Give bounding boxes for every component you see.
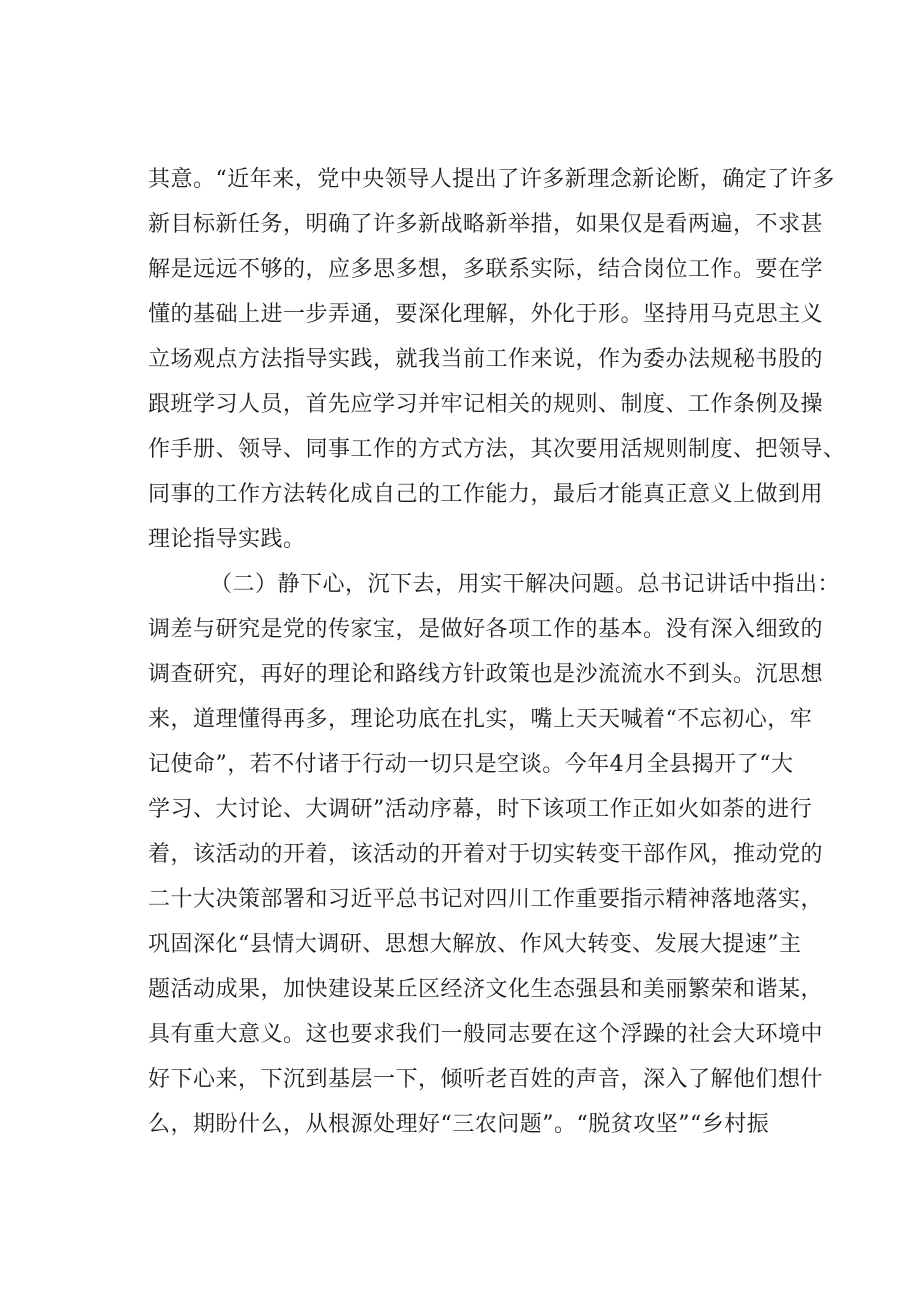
text-line: 懂的基础上进一步弄通，要深化理解，外化于形。坚持用马克思主义 (148, 302, 824, 327)
text-line: 好下心来，下沉到基层一下，倾听老百姓的声音，深入了解他们想什 (148, 1067, 824, 1092)
text-line: 其意。“近年来，党中央领导人提出了许多新理念新论断，确定了许多 (148, 167, 835, 192)
text-line: 来，道理懂得再多，理论功底在扎实，嘴上天天喊着“不忘初心，牢 (148, 707, 813, 732)
text-line: 调差与研究是党的传家宝，是做好各项工作的基本。没有深入细致的 (148, 617, 824, 642)
section-heading-line: （二）静下心，沉下去，用实干解决问题。总书记讲话中指出： (210, 572, 841, 597)
text-line: 立场观点方法指导实践，就我当前工作来说，作为委办法规秘书股的 (148, 347, 824, 372)
text-line: 新目标新任务，明确了许多新战略新举措，如果仅是看两遍，不求甚 (148, 212, 824, 237)
text-line: 二十大决策部署和习近平总书记对四川工作重要指示精神落地落实， (148, 887, 824, 912)
text-line: 么，期盼什么，从根源处理好“三农问题”。“脱贫攻坚”“乡村振 (148, 1112, 770, 1137)
text-line: 着，该活动的开着，该活动的开着对于切实转变干部作风，推动党的 (148, 842, 824, 867)
text-line: 具有重大意义。这也要求我们一般同志要在这个浮躁的社会大环境中 (148, 1022, 824, 1047)
text-line: 学习、大讨论、大调研”活动序幕，时下该项工作正如火如荼的进行 (148, 797, 813, 822)
text-line: 记使命”，若不付诸于行动一切只是空谈。今年4月全县揭开了“大 (148, 752, 794, 777)
text-line: 理论指导实践。 (148, 527, 306, 552)
text-line: 跟班学习人员，首先应学习并牢记相关的规则、制度、工作条例及操 (148, 392, 824, 417)
text-line: 调查研究，再好的理论和路线方针政策也是沙流流水不到头。沉思想 (148, 662, 824, 687)
text-line: 作手册、领导、同事工作的方式方法，其次要用活规则制度、把领导、 (148, 437, 846, 462)
text-line: 同事的工作方法转化成自己的工作能力，最后才能真正意义上做到用 (148, 482, 824, 507)
text-line: 解是远远不够的，应多思多想，多联系实际，结合岗位工作。要在学 (148, 257, 824, 282)
text-line: 巩固深化“县情大调研、思想大解放、作风大转变、发展大提速”主 (148, 932, 802, 957)
text-line: 题活动成果，加快建设某丘区经济文化生态强县和美丽繁荣和谐某， (148, 977, 824, 1002)
